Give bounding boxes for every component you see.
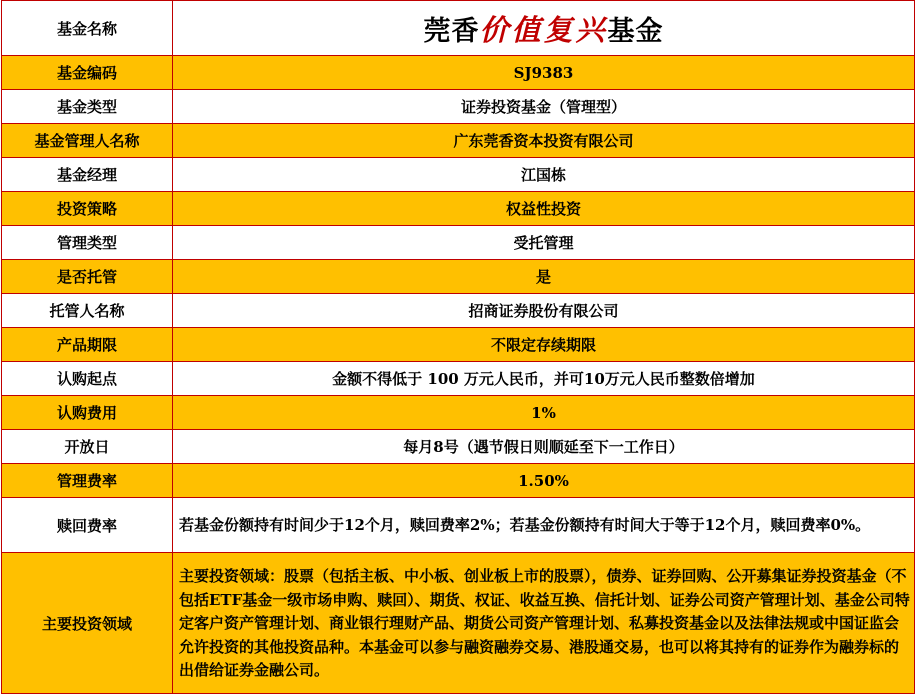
row-value: 主要投资领域：股票（包括主板、中小板、创业板上市的股票），债券、证券回购、公开募集证券投资基金（不包括ETF基金一级市场申购、赎回）、期货、权证、收益互换、信托计划、证券公司资产管理计划、基金公司特定客户资产管理计划、商业银行理财产品、期货公司资产管理计划、私募投资基金以及法律法规或中国证监会允许投资的其他投资品种。本基金可以参与融资融券交易、港股通交易，也可以将其持有的证券作为融券标的出借给证券金融公司。 bbox=[173, 553, 915, 694]
table-row-management-fee bbox=[2, 464, 915, 498]
fund-name-prefix: 莞香 bbox=[423, 15, 480, 47]
row-value: 若基金份额持有时间少于12个月，赎回费率2%；若基金份额持有时间大于等于12个月，赎回费率0%。 bbox=[173, 498, 915, 553]
row-value: 不限定存续期限 bbox=[173, 328, 915, 362]
fund-info-table bbox=[1, 0, 915, 694]
row-value: 权益性投资 bbox=[173, 192, 915, 226]
row-label: 开放日 bbox=[2, 430, 173, 464]
table-row-custody bbox=[2, 260, 915, 294]
row-label: 主要投资领域 bbox=[2, 553, 173, 694]
row-value: 广东莞香资本投资有限公司 bbox=[173, 124, 915, 158]
table-row-custodian bbox=[2, 294, 915, 328]
table-row-manager-name bbox=[2, 124, 915, 158]
fund-name-label: 基金名称 bbox=[2, 1, 173, 56]
table-row-subscription-fee bbox=[2, 396, 915, 430]
row-label: 托管人名称 bbox=[2, 294, 173, 328]
row-label: 基金经理 bbox=[2, 158, 173, 192]
fund-name-row bbox=[2, 1, 915, 56]
row-value: 金额不得低于 100 万元人民币，并可10万元人民币整数倍增加 bbox=[173, 362, 915, 396]
row-value: 受托管理 bbox=[173, 226, 915, 260]
row-value: 招商证券股份有限公司 bbox=[173, 294, 915, 328]
row-value: 每月8号（遇节假日则顺延至下一工作日） bbox=[173, 430, 915, 464]
row-label: 是否托管 bbox=[2, 260, 173, 294]
table-row-fund-type bbox=[2, 90, 915, 124]
fund-name-suffix: 基金 bbox=[607, 15, 664, 47]
row-value: 1.50% bbox=[173, 464, 915, 498]
table-row-management-type bbox=[2, 226, 915, 260]
fund-name-value bbox=[173, 1, 915, 56]
row-label: 认购费用 bbox=[2, 396, 173, 430]
table-row-investment-scope bbox=[2, 553, 915, 694]
table-row-strategy bbox=[2, 192, 915, 226]
row-label: 管理费率 bbox=[2, 464, 173, 498]
table-row-term bbox=[2, 328, 915, 362]
row-label: 投资策略 bbox=[2, 192, 173, 226]
row-label: 基金类型 bbox=[2, 90, 173, 124]
row-label: 管理类型 bbox=[2, 226, 173, 260]
row-value: 是 bbox=[173, 260, 915, 294]
table-row-min-subscription bbox=[2, 362, 915, 396]
table-row-open-day bbox=[2, 430, 915, 464]
table-row-fund-code bbox=[2, 56, 915, 90]
row-value: SJ9383 bbox=[173, 56, 915, 90]
table-row-fund-manager bbox=[2, 158, 915, 192]
row-label: 赎回费率 bbox=[2, 498, 173, 553]
table-row-redemption-fee bbox=[2, 498, 915, 553]
row-value: 江国栋 bbox=[173, 158, 915, 192]
fund-name-highlight: 价值复兴 bbox=[479, 12, 608, 47]
row-value: 证券投资基金（管理型） bbox=[173, 90, 915, 124]
row-label: 产品期限 bbox=[2, 328, 173, 362]
row-value: 1% bbox=[173, 396, 915, 430]
row-label: 基金编码 bbox=[2, 56, 173, 90]
row-label: 认购起点 bbox=[2, 362, 173, 396]
row-label: 基金管理人名称 bbox=[2, 124, 173, 158]
